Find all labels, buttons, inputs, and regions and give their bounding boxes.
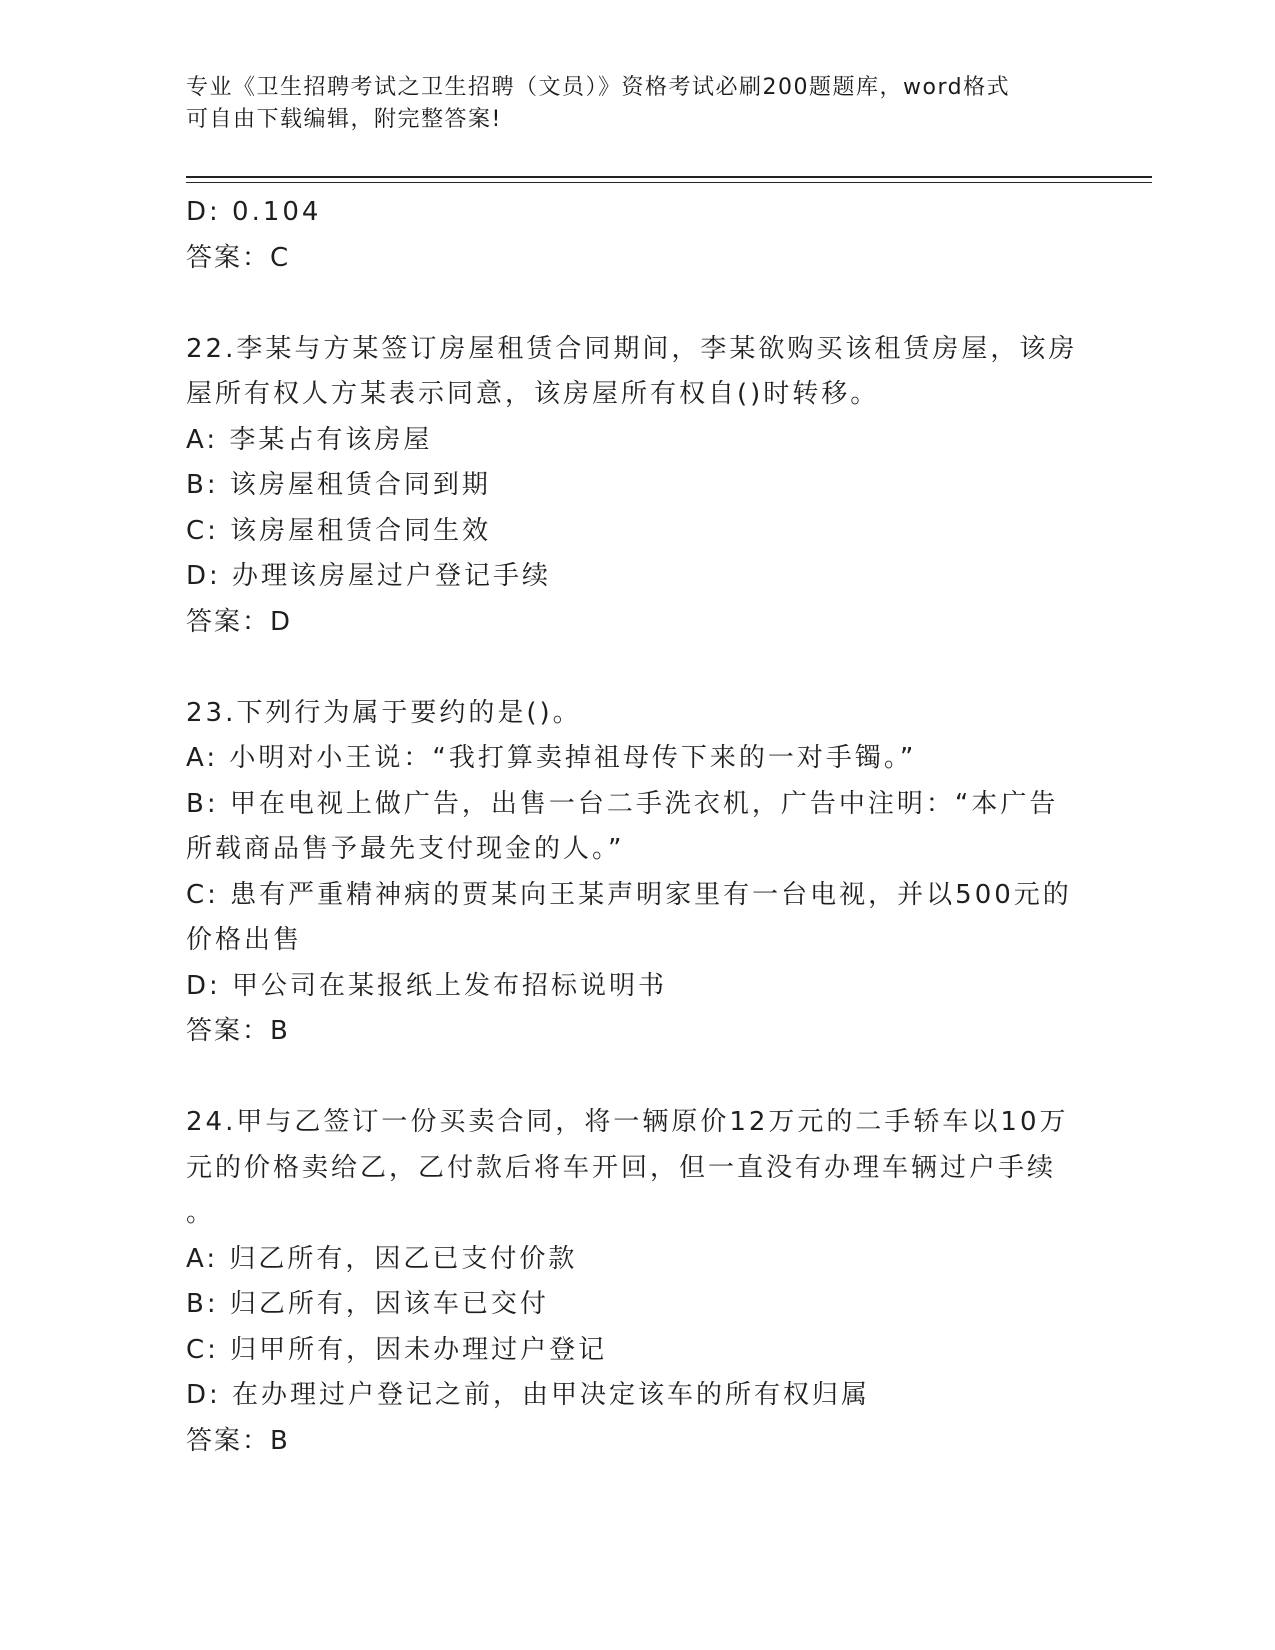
- spacer: [186, 281, 1086, 327]
- option-a: A: 李某占有该房屋: [186, 424, 433, 455]
- question-stem-line: 。: [186, 1198, 216, 1228]
- question-24: [186, 1100, 1086, 1464]
- option-b: B: 甲在电视上做广告，出售一台二手洗衣机，广告中注明：“本广告: [186, 788, 1059, 819]
- option-d: D: 0.104: [186, 197, 322, 227]
- question-stem-line: 元的价格卖给乙，乙付款后将车开回，但一直没有办理车辆过户手续: [186, 1152, 1057, 1183]
- option-c-continued: 价格出售: [186, 925, 303, 955]
- option-a: A: 小明对小王说：“我打算卖掉祖母传下来的一对手镯。”: [186, 743, 917, 773]
- option-d: D: 办理该房屋过户登记手续: [186, 561, 552, 591]
- answer-line: 答案：B: [186, 1016, 290, 1046]
- header-line-1: 专业《卫生招聘考试之卫生招聘（文员）》资格考试必刷200题题库，word格式: [186, 75, 1011, 100]
- question-stem-line: 22.李某与方某签订房屋租赁合同期间，李某欲购买该租赁房屋，该房: [186, 333, 1078, 364]
- answer-line: 答案：C: [186, 242, 291, 273]
- question-stem-line: 24.甲与乙签订一份买卖合同，将一辆原价12万元的二手轿车以10万: [186, 1107, 1069, 1137]
- previous-question-tail: [186, 190, 1086, 281]
- question-23: [186, 691, 1086, 1055]
- option-a: A: 归乙所有，因乙已支付价款: [186, 1243, 578, 1274]
- option-c: C: 该房屋租赁合同生效: [186, 515, 492, 546]
- page-header: [186, 72, 1066, 136]
- answer-line: 答案：B: [186, 1425, 290, 1456]
- header-divider: [186, 176, 1152, 178]
- question-stem-line: 屋所有权人方某表示同意，该房屋所有权自()时转移。: [186, 379, 880, 409]
- option-d: D: 甲公司在某报纸上发布招标说明书: [186, 970, 668, 1001]
- answer-line: 答案：D: [186, 606, 293, 637]
- option-b-continued: 所载商品售予最先支付现金的人。”: [186, 834, 625, 864]
- header-line-2: 可自由下载编辑，附完整答案!: [186, 107, 502, 132]
- question-stem-line: 23.下列行为属于要约的是()。: [186, 697, 582, 728]
- header-divider-thin: [186, 182, 1152, 183]
- option-c: C: 患有严重精神病的贾某向王某声明家里有一台电视，并以500元的: [186, 879, 1072, 910]
- option-b: B: 该房屋租赁合同到期: [186, 470, 491, 500]
- spacer: [186, 645, 1086, 691]
- option-b: B: 归乙所有，因该车已交付: [186, 1289, 549, 1319]
- question-content: [186, 190, 1086, 1464]
- spacer: [186, 1055, 1086, 1101]
- option-c: C: 归甲所有，因未办理过户登记: [186, 1334, 608, 1365]
- option-d: D: 在办理过户登记之前，由甲决定该车的所有权归属: [186, 1380, 871, 1410]
- question-22: [186, 327, 1086, 646]
